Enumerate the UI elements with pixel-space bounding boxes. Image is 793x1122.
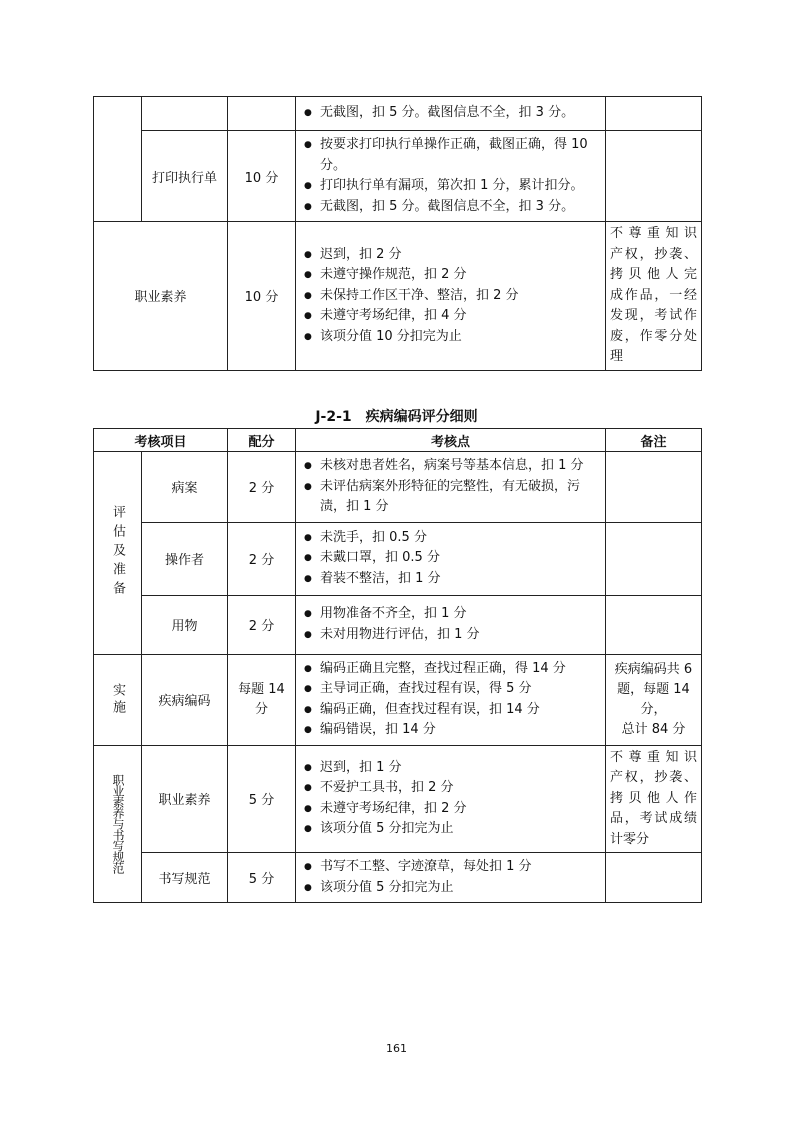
list-item: ● 该项分值 10 分扣完为止 <box>304 327 599 348</box>
list-item: ● 未对用物进行评估，扣 1 分 <box>304 625 599 646</box>
note-cell <box>606 745 702 853</box>
points-cell <box>296 522 606 595</box>
note-line: 产权，抄袭、 <box>610 246 697 262</box>
list-item: ● 迟到，扣 1 分 <box>304 758 599 779</box>
list-item: ● 该项分值 5 分扣完为止 <box>304 878 599 899</box>
note-cell <box>606 522 702 595</box>
header-score: 配分 <box>228 429 296 452</box>
table-row <box>94 222 702 371</box>
item-cell: 打印执行单 <box>142 131 228 222</box>
points-cell <box>296 452 606 523</box>
list-item: ● 无截图，扣 5 分。截图信息不全，扣 3 分。 <box>304 103 599 124</box>
item-cell: 操作者 <box>142 522 228 595</box>
item-cell: 职业素养 <box>142 745 228 853</box>
note-line: 品，考试成绩 <box>610 811 697 826</box>
note-cell <box>606 222 702 371</box>
points-cell <box>296 595 606 654</box>
note-line: 产权，抄袭、 <box>610 770 697 785</box>
list-item: ● 未保持工作区干净、整洁，扣 2 分 <box>304 286 599 307</box>
note-cell <box>606 97 702 131</box>
score-cell: 2 分 <box>228 452 296 523</box>
note-line: 不尊重知识 <box>610 226 697 241</box>
table-row <box>94 595 702 654</box>
note-line: 题，每题 14 分， <box>617 681 690 717</box>
group-label: 评估及准备 <box>110 505 125 601</box>
list-item: ● 无截图，扣 5 分。截图信息不全，扣 3 分。 <box>304 197 599 218</box>
header-note: 备注 <box>606 429 702 452</box>
item-cell: 用物 <box>142 595 228 654</box>
list-item: ● 未核对患者姓名，病案号等基本信息，扣 1 分 <box>304 456 599 477</box>
note-cell <box>606 654 702 745</box>
points-cell <box>296 654 606 745</box>
header-item: 考核项目 <box>94 429 228 452</box>
note-line: 废，作零分处 <box>610 328 697 344</box>
list-item: ● 编码正确，但查找过程有误，扣 14 分 <box>304 700 599 721</box>
score-cell <box>228 97 296 131</box>
group-label: 职业素养与书写规范 <box>111 774 125 874</box>
list-item: ● 书写不工整、字迹潦草，每处扣 1 分 <box>304 857 599 878</box>
item-cell: 病案 <box>142 452 228 523</box>
score-cell: 10 分 <box>228 131 296 222</box>
item-cell <box>142 97 228 131</box>
note-line: 发现，考试作 <box>610 308 697 323</box>
list-item: ● 着装不整洁，扣 1 分 <box>304 569 599 590</box>
note-line: 疾病编码共 6 <box>614 661 693 677</box>
table-title: J-2-1 疾病编码评分细则 <box>315 409 478 425</box>
score-cell: 2 分 <box>228 522 296 595</box>
list-item: ● 未遵守考场纪律，扣 4 分 <box>304 306 599 327</box>
list-item: ● 未评估病案外形特征的完整性，有无破损，污渍，扣 1 分 <box>304 477 599 518</box>
note-cell <box>606 131 702 222</box>
list-item: ● 未洗手，扣 0.5 分 <box>304 528 599 549</box>
list-item: ● 编码错误，扣 14 分 <box>304 720 599 741</box>
list-item: ● 打印执行单有漏项，第次扣 1 分，累计扣分。 <box>304 176 599 197</box>
scoring-table <box>93 428 702 903</box>
scoring-table-continued <box>93 96 702 371</box>
list-item: ● 该项分值 5 分扣完为止 <box>304 819 599 840</box>
list-item: ● 不爱护工具书，扣 2 分 <box>304 778 599 799</box>
score-cell: 5 分 <box>228 745 296 853</box>
note-line: 拷贝他人作 <box>610 790 697 806</box>
list-item: ● 未戴口罩，扣 0.5 分 <box>304 548 599 569</box>
item-cell: 书写规范 <box>142 853 228 903</box>
item-cell: 疾病编码 <box>142 654 228 745</box>
group-cell <box>94 654 142 745</box>
table-row <box>94 745 702 853</box>
note-cell <box>606 595 702 654</box>
points-cell <box>296 222 606 371</box>
page-number: 161 <box>386 1042 407 1055</box>
table-row <box>94 452 702 523</box>
table-row <box>94 522 702 595</box>
score-cell: 每题 14 分 <box>228 654 296 745</box>
table-row <box>94 97 702 131</box>
score-cell: 10 分 <box>228 222 296 371</box>
list-item: ● 未遵守考场纪律，扣 2 分 <box>304 799 599 820</box>
points-cell <box>296 131 606 222</box>
note-cell <box>606 452 702 523</box>
note-line: 理 <box>610 349 624 364</box>
group-cell <box>94 452 142 655</box>
item-cell: 职业素养 <box>94 222 228 371</box>
note-line: 不尊重知识 <box>610 749 697 765</box>
table-row <box>94 131 702 222</box>
points-cell <box>296 745 606 853</box>
list-item: ● 用物准备不齐全，扣 1 分 <box>304 604 599 625</box>
note-line: 拷贝他人完 <box>610 267 697 282</box>
table-row <box>94 654 702 745</box>
list-item: ● 主导词正确，查找过程有误，得 5 分 <box>304 679 599 700</box>
header-row <box>94 429 702 452</box>
note-cell <box>606 853 702 903</box>
group-cell <box>94 97 142 222</box>
list-item: ● 迟到，扣 2 分 <box>304 245 599 266</box>
group-label: 实施 <box>110 682 125 717</box>
list-item: ● 编码正确且完整，查找过程正确，得 14 分 <box>304 659 599 680</box>
points-cell <box>296 97 606 131</box>
list-item: ● 未遵守操作规范，扣 2 分 <box>304 265 599 286</box>
score-cell: 5 分 <box>228 853 296 903</box>
table-row <box>94 853 702 903</box>
score-cell: 2 分 <box>228 595 296 654</box>
note-line: 总计 84 分 <box>621 721 686 737</box>
list-item: ● 按要求打印执行单操作正确，截图正确，得 10 分。 <box>304 135 599 176</box>
points-cell <box>296 853 606 903</box>
note-line: 成作品，一经 <box>610 287 697 303</box>
header-points: 考核点 <box>296 429 606 452</box>
group-cell <box>94 745 142 903</box>
note-line: 计零分 <box>610 831 650 847</box>
